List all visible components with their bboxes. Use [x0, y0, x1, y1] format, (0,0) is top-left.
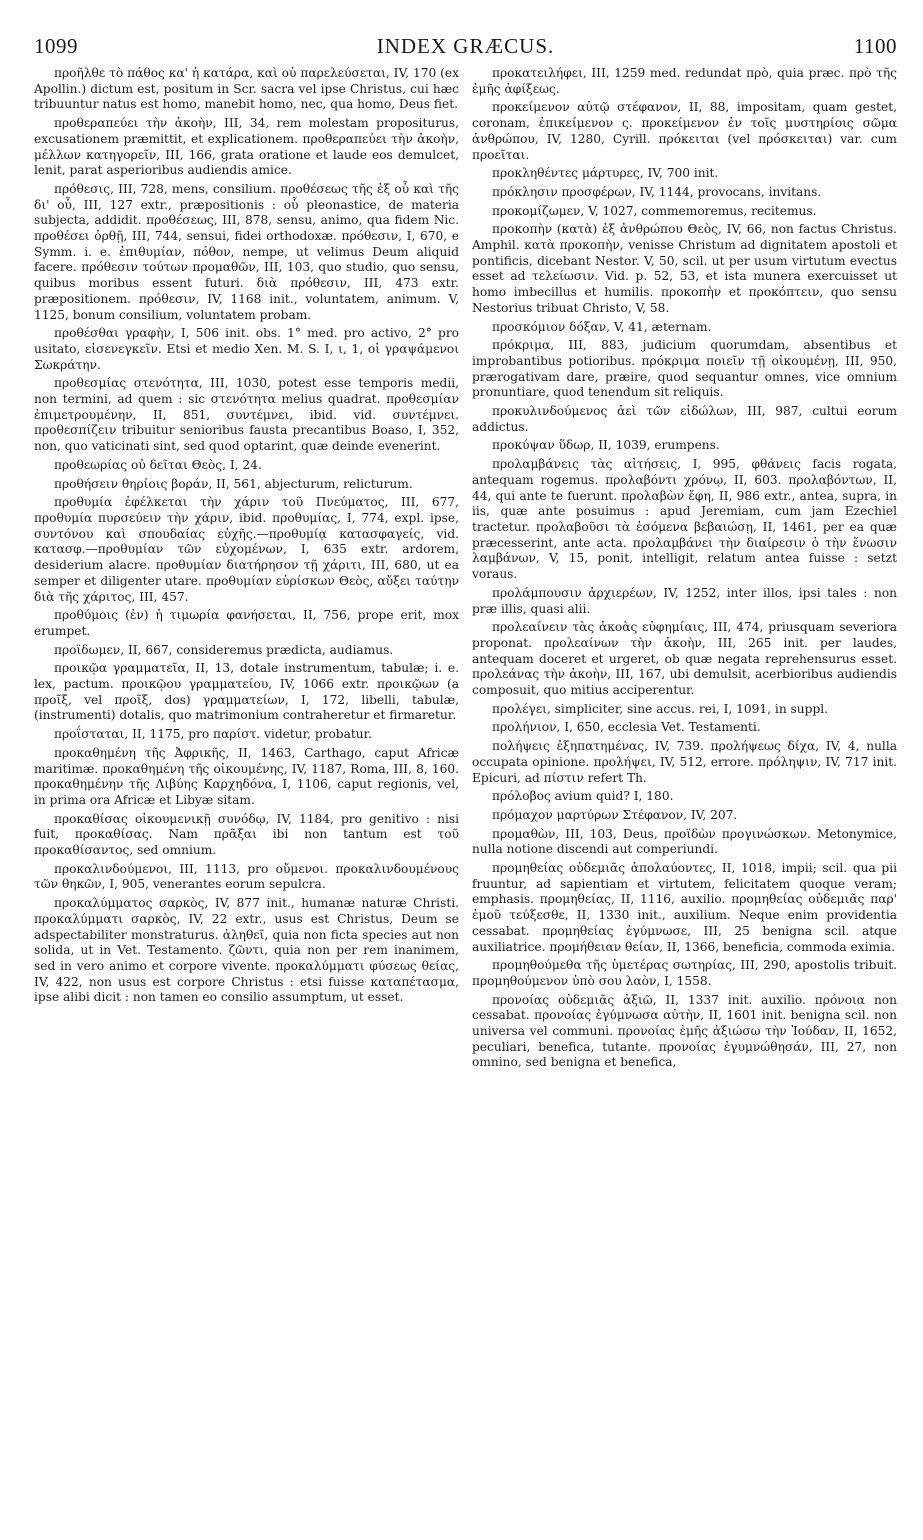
index-entry: πρόλοβος avium quid? I, 180.	[492, 789, 674, 804]
index-entry: προλαμβάνεις τὰς αἰτήσεις, I, 995, φθάνεις facis rogata, antequam rogemus. προλαβόντι χρόνῳ, II, 603. προλαβόντων, II, 44, qui ante te fuerunt. προλαβὼν ἔφη, II, 986 extr., antea, supra, in iis, quæ ante posuimus : apud Jeremiam, cum jam Ezechiel tractetur. προλαβοῦσι τὰ ἐσόμενα βεβαιώσῃ, II, 1461, per ea quæ præcesserint, ante acta. προλαμβάνει τὴν διαίρεσιν ὁ τὴν ἕνωσιν λαμβάνων, V, 15, ponit, intelligit, relatum antea fuisse : setzt voraus.	[472, 457, 897, 582]
running-header	[34, 30, 897, 60]
index-entry: προθέσθαι γραφὴν, I, 506 init. obs. 1° med. pro activo, 2° pro usitato, εἰσενεγκεῖν. Etsi et medio Xen. M. S. I, ι, 1, οἱ γραψάμενοι Σωκράτην.	[34, 326, 459, 372]
index-entry: πρόθεσις, III, 728, mens, consilium. προθέσεως τῆς ἐξ οὗ καὶ τῆς δι' οὗ, III, 127 extr., præpositionis : οὗ pleonastice, de materia subjecta, addidit. προθέσεως, III, 878, sensu, animo, qua fidem Nic. προθέσει ὀρθῇ, III, 744, sensui, fidei orthodoxæ. πρόθεσιν, I, 670, e Symm. i. e. ἐπιθυμίαν, πόθον, nempe, ut velimus Deum aliquid facere. πρόθεσιν τούτων προμαθῶν, III, 103, quo studio, quo sensu, quibus moribus essent futuri. διὰ πρόθεσιν, III, 473 extr. præpositionem. πρόθεσιν, IV, 1168 init., voluntatem, animum. V, 1125, bonum consilium, voluntatem probam.	[34, 181, 459, 322]
page-number-right: 1100	[853, 34, 897, 58]
left-column	[34, 66, 459, 1074]
index-entry: προΐσταται, II, 1175, pro παρίστ. videtur, probatur.	[54, 727, 372, 742]
index-entry: προκαθημένη τῆς Ἀφρικῆς, II, 1463, Carthago, caput Africæ maritimæ. προκαθημένη τῆς οἰκουμένης, IV, 1187, Roma, III, 8, 160. προκαθημένην τῆς Λιβύης Καρχηδόνα, I, 1106, caput regionis, vel, in prima ora Africæ et Libyæ sitam.	[34, 745, 459, 807]
index-entry: προλέγει, simpliciter, sine accus. rei, I, 1091, in suppl.	[492, 701, 829, 716]
index-entry: προνοίας οὐδεμιᾶς ἀξιῶ, II, 1337 init. auxilio. πρόνοια non cessabat. προνοίας ἐγύμνωσα αὐτὴν, II, 1601 init. benigna scil. non universa vel communi. προνοίας ἐμῆς ἀξιώσω τὴν Ἰούδαν, II, 1652, peculiari, benefica, tutante. προνοίας ἐγυμνώθησάν, III, 27, non omnino, sed benigna et benefica,	[472, 992, 897, 1070]
index-entry: προθεωρίας οὐ δεῖται Θεὸς, I, 24.	[54, 457, 262, 472]
index-entry: προκαλινδούμενοι, III, 1113, pro οὔμενοι. προκαλινδουμένους τῶν θηκῶν, I, 905, venerantes eorum sepulcra.	[34, 861, 459, 892]
index-entry: προθεσμίας στενότητα, III, 1030, potest esse temporis medii, non termini, ad quem : sic στενότητα melius quadrat. προθεσμίαν ἐπιμετρουμένην, II, 851, συντέμνει, ibid. vid. συντέμνει. προθεσπίζειν tribuitur senioribus fausta precantibus Boaso, I, 352, non, quo vaticinati sint, sed quod optarint, quæ deinde evenerint.	[34, 376, 459, 454]
index-entry: προῆλθε τὸ πάθος κα' ἡ κατάρα, καὶ οὐ παρελεύσεται, IV, 170 (ex Apollin.) dictum est, positum in Scr. sacra vel ipse Christus, cui hæc tribuuntur natus est homo, manebit homo, nec, qua homo, Deus fiet.	[34, 66, 459, 112]
index-entry: προκαλύμματος σαρκὸς, IV, 877 init., humanæ naturæ Christi. προκαλύμματι σαρκὸς, IV, 22 extr., usus est Christus, Deum se adspectabiliter monstraturus. ἀληθεῖ, quia non ficta species aut non solida, ut in Vet. Testamento. ζῶντι, quia non per rem inanimem, sed in vero animo et corpore vivente. προκαλύμματι φύσεως θείας, IV, 422, non usus est corpore Christus : etsi fuisse καταπέτασμα, ipse alibi dicit : non tamen eo consilio assumptum, ut esset.	[34, 896, 459, 1005]
index-entry: προκοπὴν (κατὰ) ἐξ ἀνθρώπου Θεὸς, IV, 66, non factus Christus. Amphil. κατὰ προκοπὴν, venisse Christum ad dignitatem apostoli et pontificis, dicebant Nestor. V, 50, scil. ut per usum virtutum evectus esset ad τελείωσιν. Vid. p. 52, 53, et ista munera exercuisset ut homo imbecillus et humilis. προκοπὴν et προκόπτειν, quo sensu Nestorius tribuat Christo, V, 58.	[472, 222, 897, 315]
index-entry: προκείμενον αὐτῷ στέφανον, II, 88, impositam, quam gestet, coronam, ἐπικείμενον ς. προκείμενον ἐν τοῖς μυστηρίοις σῶμα ἀνθρώπου, IV, 1280, Cyrill. πρόκειται (vel πρόσκειται) var. cum προεῖται.	[472, 100, 897, 162]
index-entry: πρόκλησιν προσφέρων, IV, 1144, provocans, invitans.	[492, 184, 822, 199]
index-entry: προκληθέντες μάρτυρες, IV, 700 init.	[492, 166, 719, 181]
index-entry: πρόκριμα, III, 883, judicium quorumdam, absentibus et improbantibus potioribus. πρόκριμα ποιεῖν τῇ οἰκουμένῃ, III, 950, prærogativam dare, præire, quod sequantur omnes, vice omnium pronuntiare, quod tenendum sit reliquis.	[472, 338, 897, 400]
page-number-left: 1099	[34, 34, 78, 58]
index-entry: προμαθὼν, III, 103, Deus, προϊδὼν προγινώσκων. Metonymice, nulla notione discendi aut comperiundi.	[472, 826, 897, 857]
index-entry: προσκόμιον δόξαν, V, 41, æternam.	[492, 319, 712, 334]
index-entry: προικῷα γραμματεῖα, II, 13, dotale instrumentum, tabulæ; i. e. lex, pactum. προικῷου γραμματείου, IV, 1066 extr. προικῷων (a προῖξ, vel προῖξ, dos) γραμματείων, I, 172, libelli, tabulæ, (instrumenti) dotalis, quo matrimonium contraheretur et firmaretur.	[34, 661, 459, 723]
index-entry: προμηθούμεθα τῆς ὑμετέρας σωτηρίας, III, 290, apostolis tribuit. προμηθούμενον ὑπὸ σου λαὸν, I, 1558.	[472, 958, 897, 988]
index-entry: προθυμία ἐφέλκεται τὴν χάριν τοῦ Πνεύματος, III, 677, προθυμία πυρσεύειν τὴν χάριν, ibid. προθυμίας, I, 774, expl. ipse, συντόνου καὶ σπουδαίας εὐχῆς.—προθυμίᾳ κατασφαγείς, vid. κατασφ.—προθυμίαν τῶν εὐχομένων, I, 635 extr. ardorem, desiderium alacre. προθυμίαν διατήρησον τῇ χάριτι, III, 680, ut ea semper et diligenter utare. προθυμίαν εὑρίσκων Θεὸς, αὔξει ταύτην διὰ τῆς χάριτος, III, 457.	[34, 495, 459, 604]
index-entry: προκύψαν ὕδωρ, II, 1039, erumpens.	[492, 438, 720, 453]
index-entry: προθύμοις (ἐν) ἡ τιμωρία φανήσεται, II, 756, prope erit, mox erumpet.	[34, 608, 459, 638]
index-entry: προϊδωμεν, II, 667, consideremus prædicta, audiamus.	[54, 642, 394, 657]
index-entry: προλήνιον, I, 650, ecclesia Vet. Testamenti.	[492, 720, 761, 735]
index-entry: προκυλινδούμενος ἀεὶ τῶν εἰδώλων, III, 987, cultui eorum addictus.	[472, 404, 897, 434]
index-entry: προμηθείας οὐδεμιᾶς ἀπολαύοντες, II, 1018, impii; scil. qua pii fruuntur, ad sapientiam et virtutem, felicitatem quoque veram; emphasis. προμηθείας, II, 1116, auxilio. προμηθείας οὐδεμιᾶς παρ' ἐμοῦ τεύξεσθε, II, 1330 init., auxilium. Neque enim providentia cessabat. προμηθείας ἐγύμνωσε, III, 25 benigna scil. atque auxiliatrice. προμήθειαν θείαν, II, 1366, beneficia, commoda eximia.	[472, 861, 897, 954]
right-column	[472, 66, 897, 1074]
index-entry: προλεαίνειν τὰς ἀκοὰς εὐφημίαις, III, 474, priusquam severiora proponat. προλεαίνων τὴν ἀκοὴν, III, 265 init. per laudes, antequam doceret et urgeret, ob quæ negata reprehensurus esset. προλεάνας τὴν ἀκοὴν, III, 167, ubi demulsit, acerbioribus audiendis composuit, quo mitius acciperentur.	[472, 620, 897, 698]
index-entry: προκαθίσας οἰκουμενικῇ συνόδῳ, IV, 1184, pro genitivo : nisi fuit, προκαθίσας. Nam πρᾶξαι ibi non tantum est τοῦ προκαθίσαντος, sed omnium.	[34, 811, 459, 858]
index-entry: πολήψεις ἐξηπατημένας, IV, 739. προλήψεως δίχα, IV, 4, nulla occupata opinione. προλήψει, IV, 512, errore. πρόληψιν, IV, 717 init. Epicuri, ad πίστιν refert Th.	[472, 739, 897, 785]
index-entry: προθεραπεύει τὴν ἀκοὴν, III, 34, rem molestam propositurus, excusationem præmittit, et explicationem. προθεραπεύει τὴν ἀκοὴν, μέλλων κατηγορεῖν, III, 166, grata oratione et laude eos demulcet, lenit, parat asperioribus audiendis amice.	[34, 116, 459, 178]
two-column-body	[34, 66, 897, 1074]
page-title: INDEX GRÆCUS.	[376, 34, 555, 58]
index-entry: πρόμαχον μαρτύρων Στέφανον, IV, 207.	[492, 807, 738, 822]
index-entry: προκομίζωμεν, V, 1027, commemoremus, recitemus.	[492, 203, 817, 218]
index-entry: προκατειλήφει, III, 1259 med. redundat πρὸ, quia præc. πρὸ τῆς ἐμῆς ἀφίξεως.	[472, 66, 897, 96]
index-entry: προλάμπουσιν ἀρχιερέων, IV, 1252, inter illos, ipsi tales : non præ illis, quasi alii.	[472, 585, 897, 616]
index-entry: προθήσειν θηρίοις βοράν, II, 561, abjecturum, relicturum.	[54, 476, 413, 491]
